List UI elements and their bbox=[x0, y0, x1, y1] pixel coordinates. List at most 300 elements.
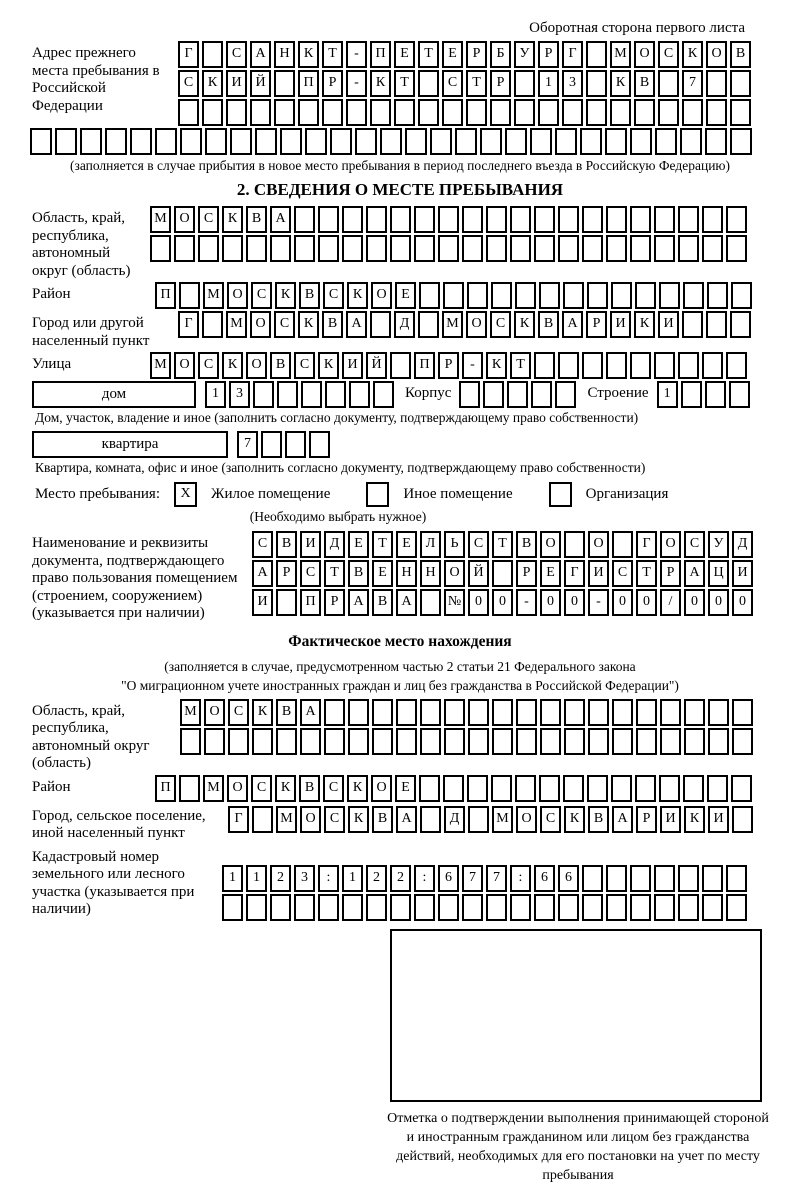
char-cell[interactable] bbox=[534, 206, 555, 233]
char-cell[interactable]: 0 bbox=[636, 589, 657, 616]
char-cell[interactable] bbox=[305, 128, 327, 155]
char-cell[interactable] bbox=[558, 352, 579, 379]
char-cell[interactable] bbox=[309, 431, 330, 458]
char-cell[interactable] bbox=[274, 99, 295, 126]
char-cell[interactable]: С bbox=[490, 311, 511, 338]
char-cell[interactable]: В bbox=[634, 70, 655, 97]
char-cell[interactable] bbox=[515, 775, 536, 802]
char-cell[interactable]: Д bbox=[732, 531, 753, 558]
char-cell[interactable]: С bbox=[323, 775, 344, 802]
char-cell[interactable] bbox=[390, 894, 411, 921]
char-cell[interactable] bbox=[683, 282, 704, 309]
char-cell[interactable] bbox=[222, 894, 243, 921]
char-cell[interactable] bbox=[486, 894, 507, 921]
char-cell[interactable]: 1 bbox=[246, 865, 267, 892]
char-cell[interactable] bbox=[654, 352, 675, 379]
char-cell[interactable]: К bbox=[684, 806, 705, 833]
char-cell[interactable] bbox=[30, 128, 52, 155]
char-cell[interactable] bbox=[405, 128, 427, 155]
char-cell[interactable] bbox=[732, 806, 753, 833]
char-cell[interactable] bbox=[276, 728, 297, 755]
char-cell[interactable] bbox=[325, 381, 346, 408]
char-cell[interactable]: 0 bbox=[468, 589, 489, 616]
char-cell[interactable]: А bbox=[346, 311, 367, 338]
char-cell[interactable]: С bbox=[198, 206, 219, 233]
char-cell[interactable] bbox=[514, 99, 535, 126]
char-cell[interactable] bbox=[558, 206, 579, 233]
char-cell[interactable]: Т bbox=[492, 531, 513, 558]
char-cell[interactable]: Е bbox=[394, 41, 415, 68]
char-cell[interactable] bbox=[539, 775, 560, 802]
char-cell[interactable] bbox=[444, 728, 465, 755]
char-cell[interactable] bbox=[606, 894, 627, 921]
char-cell[interactable]: 0 bbox=[684, 589, 705, 616]
char-cell[interactable] bbox=[155, 128, 177, 155]
char-cell[interactable]: К bbox=[252, 699, 273, 726]
char-cell[interactable] bbox=[430, 128, 452, 155]
char-cell[interactable]: Т bbox=[324, 560, 345, 587]
char-cell[interactable] bbox=[534, 235, 555, 262]
char-cell[interactable] bbox=[396, 699, 417, 726]
char-cell[interactable]: № bbox=[444, 589, 465, 616]
char-cell[interactable] bbox=[732, 699, 753, 726]
char-cell[interactable] bbox=[706, 99, 727, 126]
char-cell[interactable] bbox=[274, 70, 295, 97]
char-cell[interactable]: Е bbox=[396, 531, 417, 558]
char-cell[interactable]: 1 bbox=[222, 865, 243, 892]
char-cell[interactable] bbox=[366, 235, 387, 262]
char-cell[interactable]: С bbox=[294, 352, 315, 379]
char-cell[interactable] bbox=[530, 128, 552, 155]
char-cell[interactable]: Л bbox=[420, 531, 441, 558]
char-cell[interactable]: В bbox=[372, 806, 393, 833]
char-cell[interactable]: С bbox=[251, 282, 272, 309]
char-cell[interactable]: О bbox=[444, 560, 465, 587]
char-cell[interactable] bbox=[390, 206, 411, 233]
char-cell[interactable]: М bbox=[150, 352, 171, 379]
char-cell[interactable]: Й bbox=[366, 352, 387, 379]
char-cell[interactable]: С bbox=[252, 531, 273, 558]
char-cell[interactable]: Ц bbox=[708, 560, 729, 587]
char-cell[interactable] bbox=[462, 894, 483, 921]
char-cell[interactable] bbox=[318, 894, 339, 921]
char-cell[interactable]: Е bbox=[540, 560, 561, 587]
char-cell[interactable] bbox=[630, 894, 651, 921]
char-cell[interactable] bbox=[702, 894, 723, 921]
char-cell[interactable] bbox=[80, 128, 102, 155]
char-cell[interactable]: С bbox=[300, 560, 321, 587]
char-cell[interactable] bbox=[558, 235, 579, 262]
char-cell[interactable] bbox=[202, 99, 223, 126]
char-cell[interactable]: О bbox=[466, 311, 487, 338]
char-cell[interactable]: О bbox=[227, 775, 248, 802]
char-cell[interactable]: 1 bbox=[538, 70, 559, 97]
char-cell[interactable] bbox=[707, 775, 728, 802]
char-cell[interactable] bbox=[261, 431, 282, 458]
char-cell[interactable]: У bbox=[514, 41, 535, 68]
char-cell[interactable] bbox=[680, 128, 702, 155]
char-cell[interactable] bbox=[346, 99, 367, 126]
char-cell[interactable] bbox=[174, 235, 195, 262]
char-cell[interactable]: В bbox=[270, 352, 291, 379]
char-cell[interactable] bbox=[252, 728, 273, 755]
char-cell[interactable] bbox=[731, 775, 752, 802]
char-cell[interactable]: Г bbox=[178, 41, 199, 68]
char-cell[interactable] bbox=[612, 728, 633, 755]
char-cell[interactable]: 6 bbox=[534, 865, 555, 892]
char-cell[interactable] bbox=[202, 41, 223, 68]
char-cell[interactable]: Р bbox=[438, 352, 459, 379]
char-cell[interactable] bbox=[582, 235, 603, 262]
char-cell[interactable]: И bbox=[300, 531, 321, 558]
char-cell[interactable]: Н bbox=[274, 41, 295, 68]
char-cell[interactable]: В bbox=[348, 560, 369, 587]
char-cell[interactable]: 0 bbox=[612, 589, 633, 616]
char-cell[interactable] bbox=[636, 699, 657, 726]
char-cell[interactable]: И bbox=[660, 806, 681, 833]
char-cell[interactable]: А bbox=[252, 560, 273, 587]
char-cell[interactable]: В bbox=[276, 531, 297, 558]
char-cell[interactable]: К bbox=[486, 352, 507, 379]
char-cell[interactable] bbox=[516, 728, 537, 755]
char-cell[interactable]: К bbox=[275, 282, 296, 309]
char-cell[interactable] bbox=[612, 699, 633, 726]
char-cell[interactable]: Т bbox=[322, 41, 343, 68]
char-cell[interactable]: 2 bbox=[390, 865, 411, 892]
char-cell[interactable] bbox=[420, 806, 441, 833]
char-cell[interactable] bbox=[467, 775, 488, 802]
char-cell[interactable] bbox=[588, 728, 609, 755]
char-cell[interactable] bbox=[324, 699, 345, 726]
char-cell[interactable] bbox=[130, 128, 152, 155]
char-cell[interactable]: П bbox=[414, 352, 435, 379]
char-cell[interactable] bbox=[418, 70, 439, 97]
char-cell[interactable] bbox=[372, 728, 393, 755]
char-cell[interactable]: А bbox=[396, 589, 417, 616]
char-cell[interactable]: О bbox=[250, 311, 271, 338]
char-cell[interactable]: М bbox=[442, 311, 463, 338]
char-cell[interactable]: О bbox=[227, 282, 248, 309]
char-cell[interactable] bbox=[179, 282, 200, 309]
char-cell[interactable] bbox=[563, 282, 584, 309]
char-cell[interactable] bbox=[555, 381, 576, 408]
char-cell[interactable]: 1 bbox=[657, 381, 678, 408]
char-cell[interactable]: С bbox=[540, 806, 561, 833]
char-cell[interactable] bbox=[277, 381, 298, 408]
char-cell[interactable]: Р bbox=[586, 311, 607, 338]
char-cell[interactable]: М bbox=[180, 699, 201, 726]
char-cell[interactable] bbox=[253, 381, 274, 408]
char-cell[interactable]: К bbox=[275, 775, 296, 802]
char-cell[interactable] bbox=[587, 282, 608, 309]
char-cell[interactable] bbox=[654, 865, 675, 892]
char-cell[interactable]: С bbox=[178, 70, 199, 97]
char-cell[interactable]: О bbox=[371, 775, 392, 802]
char-cell[interactable] bbox=[635, 775, 656, 802]
char-cell[interactable]: Р bbox=[538, 41, 559, 68]
char-cell[interactable]: У bbox=[708, 531, 729, 558]
char-cell[interactable]: : bbox=[510, 865, 531, 892]
char-cell[interactable] bbox=[659, 775, 680, 802]
char-cell[interactable] bbox=[726, 865, 747, 892]
char-cell[interactable] bbox=[726, 235, 747, 262]
char-cell[interactable] bbox=[658, 99, 679, 126]
char-cell[interactable]: Р bbox=[322, 70, 343, 97]
char-cell[interactable] bbox=[380, 128, 402, 155]
char-cell[interactable]: Р bbox=[660, 560, 681, 587]
char-cell[interactable] bbox=[684, 728, 705, 755]
char-cell[interactable]: К bbox=[298, 41, 319, 68]
char-cell[interactable] bbox=[655, 128, 677, 155]
char-cell[interactable]: К bbox=[347, 282, 368, 309]
char-cell[interactable]: Ь bbox=[444, 531, 465, 558]
char-cell[interactable] bbox=[414, 206, 435, 233]
char-cell[interactable] bbox=[198, 235, 219, 262]
char-cell[interactable]: 0 bbox=[708, 589, 729, 616]
char-cell[interactable] bbox=[510, 235, 531, 262]
char-cell[interactable] bbox=[491, 775, 512, 802]
char-cell[interactable] bbox=[582, 206, 603, 233]
char-cell[interactable]: И bbox=[226, 70, 247, 97]
char-cell[interactable]: М bbox=[203, 282, 224, 309]
char-cell[interactable]: / bbox=[660, 589, 681, 616]
char-cell[interactable] bbox=[443, 282, 464, 309]
char-cell[interactable] bbox=[228, 728, 249, 755]
char-cell[interactable] bbox=[483, 381, 504, 408]
char-cell[interactable]: М bbox=[276, 806, 297, 833]
char-cell[interactable] bbox=[455, 128, 477, 155]
char-cell[interactable] bbox=[659, 282, 680, 309]
char-cell[interactable] bbox=[105, 128, 127, 155]
char-cell[interactable] bbox=[468, 806, 489, 833]
char-cell[interactable]: О bbox=[540, 531, 561, 558]
char-cell[interactable] bbox=[420, 589, 441, 616]
char-cell[interactable] bbox=[342, 235, 363, 262]
char-cell[interactable]: К bbox=[348, 806, 369, 833]
char-cell[interactable]: - bbox=[346, 41, 367, 68]
char-cell[interactable] bbox=[438, 235, 459, 262]
char-cell[interactable] bbox=[540, 699, 561, 726]
char-cell[interactable]: П bbox=[298, 70, 319, 97]
char-cell[interactable]: Т bbox=[372, 531, 393, 558]
char-cell[interactable] bbox=[636, 728, 657, 755]
char-cell[interactable]: К bbox=[514, 311, 535, 338]
char-cell[interactable]: О bbox=[706, 41, 727, 68]
char-cell[interactable]: А bbox=[348, 589, 369, 616]
char-cell[interactable]: 0 bbox=[492, 589, 513, 616]
char-cell[interactable]: С bbox=[468, 531, 489, 558]
char-cell[interactable]: - bbox=[588, 589, 609, 616]
char-cell[interactable]: М bbox=[150, 206, 171, 233]
char-cell[interactable] bbox=[730, 99, 751, 126]
char-cell[interactable] bbox=[611, 282, 632, 309]
char-cell[interactable]: С bbox=[323, 282, 344, 309]
char-cell[interactable] bbox=[678, 352, 699, 379]
char-cell[interactable] bbox=[610, 99, 631, 126]
char-cell[interactable]: В bbox=[730, 41, 751, 68]
char-cell[interactable] bbox=[682, 99, 703, 126]
char-cell[interactable]: А bbox=[396, 806, 417, 833]
char-cell[interactable]: К bbox=[564, 806, 585, 833]
char-cell[interactable]: С bbox=[324, 806, 345, 833]
char-cell[interactable]: К bbox=[634, 311, 655, 338]
char-cell[interactable]: 3 bbox=[562, 70, 583, 97]
char-cell[interactable]: Р bbox=[636, 806, 657, 833]
char-cell[interactable]: Е bbox=[395, 775, 416, 802]
char-cell[interactable] bbox=[394, 99, 415, 126]
char-cell[interactable]: О bbox=[174, 206, 195, 233]
char-cell[interactable] bbox=[466, 99, 487, 126]
char-cell[interactable] bbox=[342, 894, 363, 921]
char-cell[interactable] bbox=[492, 728, 513, 755]
char-cell[interactable]: К bbox=[298, 311, 319, 338]
char-cell[interactable] bbox=[730, 311, 751, 338]
char-cell[interactable]: 7 bbox=[486, 865, 507, 892]
char-cell[interactable] bbox=[468, 728, 489, 755]
char-cell[interactable] bbox=[726, 206, 747, 233]
char-cell[interactable] bbox=[179, 775, 200, 802]
char-cell[interactable] bbox=[538, 99, 559, 126]
checkbox-other-premises[interactable] bbox=[366, 482, 389, 507]
char-cell[interactable] bbox=[252, 806, 273, 833]
char-cell[interactable] bbox=[540, 728, 561, 755]
char-cell[interactable] bbox=[582, 865, 603, 892]
char-cell[interactable]: О bbox=[660, 531, 681, 558]
char-cell[interactable] bbox=[366, 894, 387, 921]
char-cell[interactable]: С bbox=[251, 775, 272, 802]
char-cell[interactable]: С bbox=[612, 560, 633, 587]
char-cell[interactable]: Т bbox=[636, 560, 657, 587]
char-cell[interactable]: В bbox=[299, 282, 320, 309]
char-cell[interactable] bbox=[707, 282, 728, 309]
char-cell[interactable] bbox=[280, 128, 302, 155]
char-cell[interactable] bbox=[564, 531, 585, 558]
char-cell[interactable] bbox=[246, 894, 267, 921]
char-cell[interactable] bbox=[490, 99, 511, 126]
char-cell[interactable]: Д bbox=[394, 311, 415, 338]
char-cell[interactable]: А bbox=[250, 41, 271, 68]
char-cell[interactable] bbox=[635, 282, 656, 309]
char-cell[interactable] bbox=[180, 128, 202, 155]
char-cell[interactable] bbox=[611, 775, 632, 802]
char-cell[interactable]: Д bbox=[324, 531, 345, 558]
char-cell[interactable] bbox=[230, 128, 252, 155]
char-cell[interactable]: О bbox=[634, 41, 655, 68]
char-cell[interactable]: С bbox=[658, 41, 679, 68]
char-cell[interactable]: Т bbox=[418, 41, 439, 68]
char-cell[interactable]: Д bbox=[444, 806, 465, 833]
char-cell[interactable] bbox=[418, 311, 439, 338]
char-cell[interactable]: - bbox=[516, 589, 537, 616]
char-cell[interactable]: 0 bbox=[564, 589, 585, 616]
char-cell[interactable]: Р bbox=[490, 70, 511, 97]
char-cell[interactable]: : bbox=[318, 865, 339, 892]
char-cell[interactable] bbox=[706, 311, 727, 338]
char-cell[interactable]: Б bbox=[490, 41, 511, 68]
char-cell[interactable]: М bbox=[203, 775, 224, 802]
char-cell[interactable]: О bbox=[246, 352, 267, 379]
char-cell[interactable] bbox=[586, 70, 607, 97]
char-cell[interactable] bbox=[370, 311, 391, 338]
char-cell[interactable]: 2 bbox=[366, 865, 387, 892]
char-cell[interactable] bbox=[444, 699, 465, 726]
char-cell[interactable] bbox=[492, 699, 513, 726]
char-cell[interactable] bbox=[630, 352, 651, 379]
char-cell[interactable]: О bbox=[588, 531, 609, 558]
char-cell[interactable] bbox=[706, 70, 727, 97]
char-cell[interactable]: 0 bbox=[732, 589, 753, 616]
char-cell[interactable] bbox=[246, 235, 267, 262]
char-cell[interactable]: С bbox=[274, 311, 295, 338]
char-cell[interactable] bbox=[507, 381, 528, 408]
char-cell[interactable] bbox=[678, 865, 699, 892]
char-cell[interactable] bbox=[534, 352, 555, 379]
char-cell[interactable]: 7 bbox=[682, 70, 703, 97]
char-cell[interactable]: С bbox=[228, 699, 249, 726]
char-cell[interactable]: М bbox=[492, 806, 513, 833]
char-cell[interactable]: 3 bbox=[294, 865, 315, 892]
char-cell[interactable]: Т bbox=[510, 352, 531, 379]
char-cell[interactable] bbox=[678, 894, 699, 921]
char-cell[interactable] bbox=[630, 128, 652, 155]
char-cell[interactable] bbox=[285, 431, 306, 458]
char-cell[interactable] bbox=[708, 699, 729, 726]
checkbox-residential[interactable]: X bbox=[174, 482, 197, 507]
char-cell[interactable] bbox=[318, 206, 339, 233]
char-cell[interactable]: Г bbox=[178, 311, 199, 338]
char-cell[interactable]: 0 bbox=[540, 589, 561, 616]
char-cell[interactable] bbox=[682, 311, 703, 338]
char-cell[interactable] bbox=[515, 282, 536, 309]
char-cell[interactable]: Р bbox=[276, 560, 297, 587]
char-cell[interactable]: 6 bbox=[558, 865, 579, 892]
char-cell[interactable] bbox=[226, 99, 247, 126]
char-cell[interactable] bbox=[205, 128, 227, 155]
char-cell[interactable] bbox=[462, 206, 483, 233]
char-cell[interactable] bbox=[438, 206, 459, 233]
char-cell[interactable]: Е bbox=[395, 282, 416, 309]
char-cell[interactable]: Р bbox=[516, 560, 537, 587]
char-cell[interactable]: К bbox=[222, 352, 243, 379]
char-cell[interactable]: О bbox=[174, 352, 195, 379]
char-cell[interactable]: Е bbox=[372, 560, 393, 587]
char-cell[interactable]: А bbox=[684, 560, 705, 587]
char-cell[interactable]: В bbox=[246, 206, 267, 233]
char-cell[interactable]: Й bbox=[250, 70, 271, 97]
char-cell[interactable] bbox=[462, 235, 483, 262]
char-cell[interactable]: 7 bbox=[462, 865, 483, 892]
char-cell[interactable]: С bbox=[226, 41, 247, 68]
char-cell[interactable] bbox=[486, 235, 507, 262]
char-cell[interactable] bbox=[634, 99, 655, 126]
char-cell[interactable]: П bbox=[370, 41, 391, 68]
char-cell[interactable]: П bbox=[300, 589, 321, 616]
char-cell[interactable] bbox=[390, 352, 411, 379]
char-cell[interactable] bbox=[587, 775, 608, 802]
char-cell[interactable] bbox=[298, 99, 319, 126]
char-cell[interactable]: Н bbox=[396, 560, 417, 587]
char-cell[interactable] bbox=[702, 865, 723, 892]
char-cell[interactable]: 3 bbox=[229, 381, 250, 408]
char-cell[interactable] bbox=[322, 99, 343, 126]
char-cell[interactable] bbox=[516, 699, 537, 726]
char-cell[interactable] bbox=[420, 728, 441, 755]
char-cell[interactable]: Е bbox=[442, 41, 463, 68]
char-cell[interactable]: 1 bbox=[205, 381, 226, 408]
char-cell[interactable] bbox=[732, 728, 753, 755]
char-cell[interactable]: А bbox=[270, 206, 291, 233]
char-cell[interactable] bbox=[150, 235, 171, 262]
